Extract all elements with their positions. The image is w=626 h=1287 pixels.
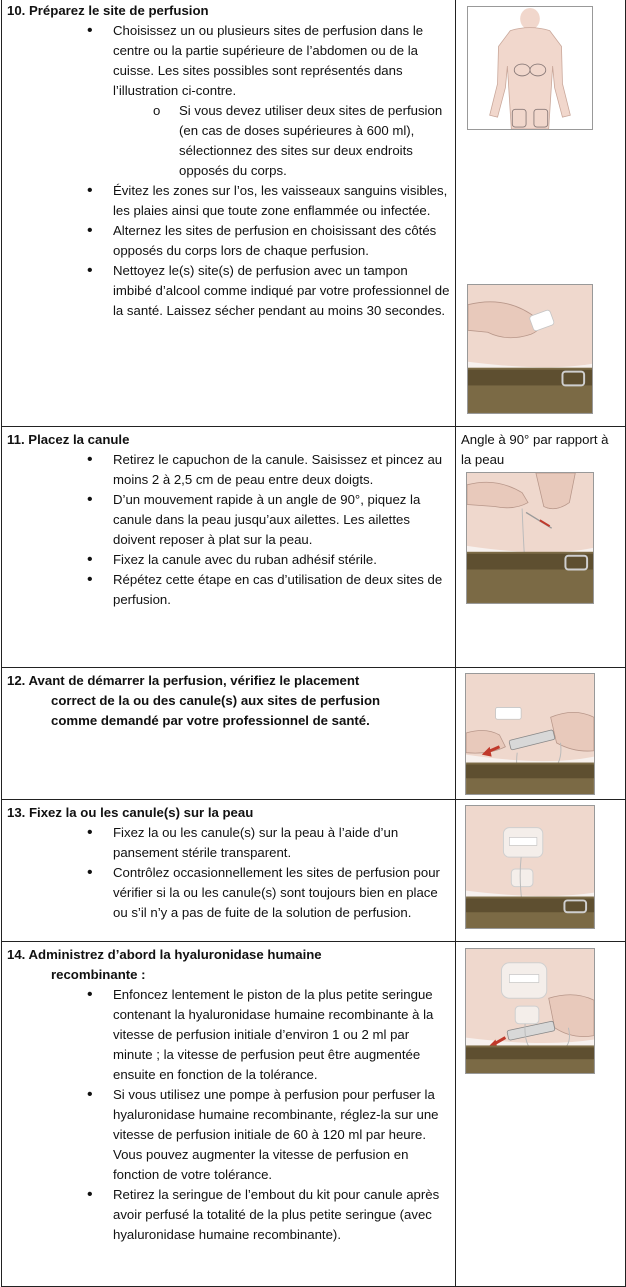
step-14-text: [2, 942, 456, 1287]
list-item: • Fixez la canule avec du ruban adhésif stérile.: [87, 550, 450, 570]
list-item: • Contrôlez occasionnellement les sites de perfusion pour vérifier si la ou les canule(s) sont toujours bien en place ou s’il n’y a pas de fuite de la solution de perfusion.: [87, 863, 450, 923]
sub-list-item: o Si vous devez utiliser deux sites de perfusion (en cas de doses supérieures à 600 ml), sélectionnez des sites sur deux endroits opposés du corps.: [153, 101, 450, 181]
list-item: • Répétez cette étape en cas d’utilisation de deux sites de perfusion.: [87, 570, 450, 610]
step-title-line: recombinante :: [51, 967, 146, 982]
step-title-line: 14. Administrez d’abord la hyaluronidase humaine: [7, 947, 322, 962]
step-14-images: [456, 942, 626, 1287]
step-11-row: [2, 427, 626, 668]
step-title-line: 12. Avant de démarrer la perfusion, vérifiez le placement: [7, 673, 360, 688]
list-item: • Retirez la seringue de l’embout du kit pour canule après avoir perfusé la totalité de la plus petite seringue (avec hyaluronidase humaine recombinante).: [87, 1185, 450, 1245]
step-13-text: [2, 800, 456, 942]
step-title-line: comme demandé par votre professionnel de santé.: [51, 713, 370, 728]
list-item: • Enfoncez lentement le piston de la plus petite seringue contenant la hyaluronidase humaine recombinante à la vitesse de perfusion initiale d’environ 1 ou 2 ml par minute ; la vitesse de perfusion peut être augmentée ensuite en fonction de la tolérance.: [87, 985, 450, 1085]
bullet-list: [87, 21, 450, 321]
image-caption: Angle à 90° par rapport à la peau: [461, 432, 609, 467]
bullet-list: [87, 985, 450, 1245]
list-item: • Alternez les sites de perfusion en choisissant des côtés opposés du corps lors de chaque perfusion.: [87, 221, 450, 261]
step-13-row: [2, 800, 626, 942]
step-title: 10. Préparez le site de perfusion: [7, 3, 209, 18]
alcohol-swab-illustration: [467, 284, 593, 414]
step-10-text: [2, 0, 456, 427]
hyaluronidase-injection-illustration: [465, 948, 595, 1074]
step-12-text: [2, 668, 456, 800]
bullet-list: [87, 823, 450, 923]
bullet-list: [87, 450, 450, 610]
step-title: 13. Fixez la ou les canule(s) sur la peau: [7, 805, 254, 820]
list-item: • Évitez les zones sur l’os, les vaisseaux sanguins visibles, les plaies ainsi que toute zone enflammée ou infectée.: [87, 181, 450, 221]
instructions-table: [1, 0, 626, 1287]
step-11-images: [456, 427, 626, 668]
step-12-images: [456, 668, 626, 800]
step-13-images: [456, 800, 626, 942]
list-item: • Fixez la ou les canule(s) sur la peau à l’aide d’un pansement stérile transparent.: [87, 823, 450, 863]
step-title-line: correct de la ou des canule(s) aux sites de perfusion: [51, 693, 381, 708]
step-10-images: [456, 0, 626, 427]
list-item: [87, 21, 450, 181]
step-14-row: [2, 942, 626, 1287]
step-12-row: [2, 668, 626, 800]
cannula-insertion-illustration: [466, 472, 594, 604]
step-10-row: [2, 0, 626, 427]
sub-bullet-list: [153, 101, 450, 181]
list-item: • Nettoyez le(s) site(s) de perfusion avec un tampon imbibé d’alcool comme indiqué par votre professionnel de la santé. Laissez sécher pendant au moins 30 secondes.: [87, 261, 450, 321]
list-item: • Si vous utilisez une pompe à perfusion pour perfuser la hyaluronidase humaine recombinante, réglez-la sur une vitesse de perfusion initiale de 60 à 120 ml par heure. Vous pouvez augmenter la vitesse de perfusion en fonction de votre tolérance.: [87, 1085, 450, 1185]
placement-check-illustration: [465, 673, 595, 795]
step-11-text: [2, 427, 456, 668]
list-item: • D’un mouvement rapide à un angle de 90°, piquez la canule dans la peau jusqu’aux ailettes. Les ailettes doivent reposer à plat sur la peau.: [87, 490, 450, 550]
dressing-illustration: [465, 805, 595, 929]
step-title: 11. Placez la canule: [7, 432, 130, 447]
list-item: • Retirez le capuchon de la canule. Saisissez et pincez au moins 2 à 2,5 cm de peau entre deux doigts.: [87, 450, 450, 490]
list-item-text: Choisissez un ou plusieurs sites de perfusion dans le centre ou la partie supérieure de l’abdomen ou de la cuisse. Les sites possibles sont représentés dans l’illustration ci-contre.: [113, 23, 424, 98]
body-sites-illustration: [467, 6, 593, 130]
